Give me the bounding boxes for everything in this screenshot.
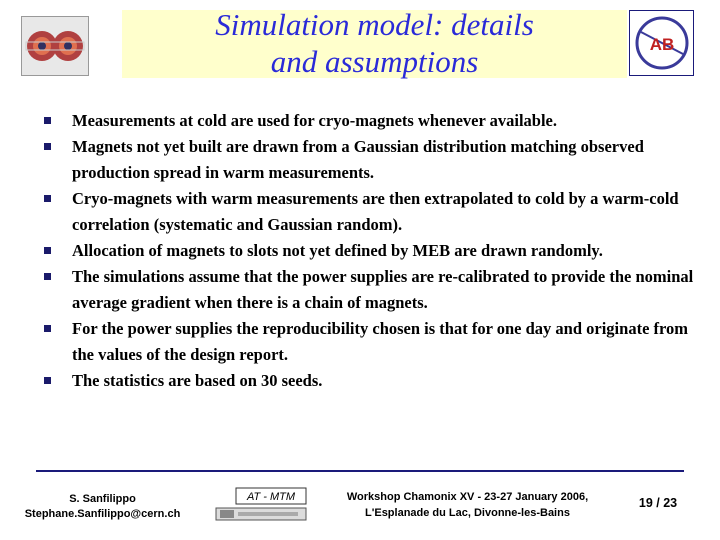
footer-divider xyxy=(36,470,684,472)
ab-logo-text: AB xyxy=(649,35,675,54)
event-line-2: L'Esplanade du Lac, Divonne-les-Bains xyxy=(365,507,570,519)
bullet-square-icon xyxy=(44,325,51,332)
bullet-item: Magnets not yet built are drawn from a Gaussian distribution matching observed production spread in warm measurements. xyxy=(44,134,704,186)
bullet-item: Measurements at cold are used for cryo-magnets whenever available. xyxy=(44,108,704,134)
bullet-square-icon xyxy=(44,117,51,124)
bullet-square-icon xyxy=(44,195,51,202)
title-line-2: and assumptions xyxy=(270,44,479,79)
author-name: S. Sanfilippo xyxy=(69,493,136,505)
event-line-1: Workshop Chamonix XV - 23-27 January 2006, xyxy=(346,491,589,503)
bullet-square-icon xyxy=(44,143,51,150)
at-mtm-logo-text: AT - MTM xyxy=(246,491,296,503)
bullet-item: The simulations assume that the power supplies are re-calibrated to provide the nominal average gradient when there is a chain of magnets. xyxy=(44,264,704,316)
bullet-item: Cryo-magnets with warm measurements are then extrapolated to cold by a warm-cold correlation (systematic and Gaussian random). xyxy=(44,186,704,238)
author-email: Stephane.Sanfilippo@cern.ch xyxy=(24,508,181,520)
title-line-1: Simulation model: details xyxy=(215,7,534,42)
slide-title xyxy=(122,6,627,80)
ab-logo xyxy=(629,10,694,76)
footer-event xyxy=(325,489,610,521)
bullet-item: Allocation of magnets to slots not yet defined by MEB are drawn randomly. xyxy=(44,238,704,264)
bullet-square-icon xyxy=(44,247,51,254)
bullet-square-icon xyxy=(44,377,51,384)
bullet-item: The statistics are based on 30 seeds. xyxy=(44,368,704,394)
bullet-list xyxy=(44,108,704,394)
bullet-item: For the power supplies the reproducibility chosen is that for one day and originate from the values of the design report. xyxy=(44,316,704,368)
bullet-square-icon xyxy=(44,273,51,280)
footer-author xyxy=(20,492,185,522)
magnet-logo xyxy=(21,16,89,76)
page-number: 19 / 23 xyxy=(638,496,678,510)
at-mtm-logo xyxy=(214,486,308,524)
